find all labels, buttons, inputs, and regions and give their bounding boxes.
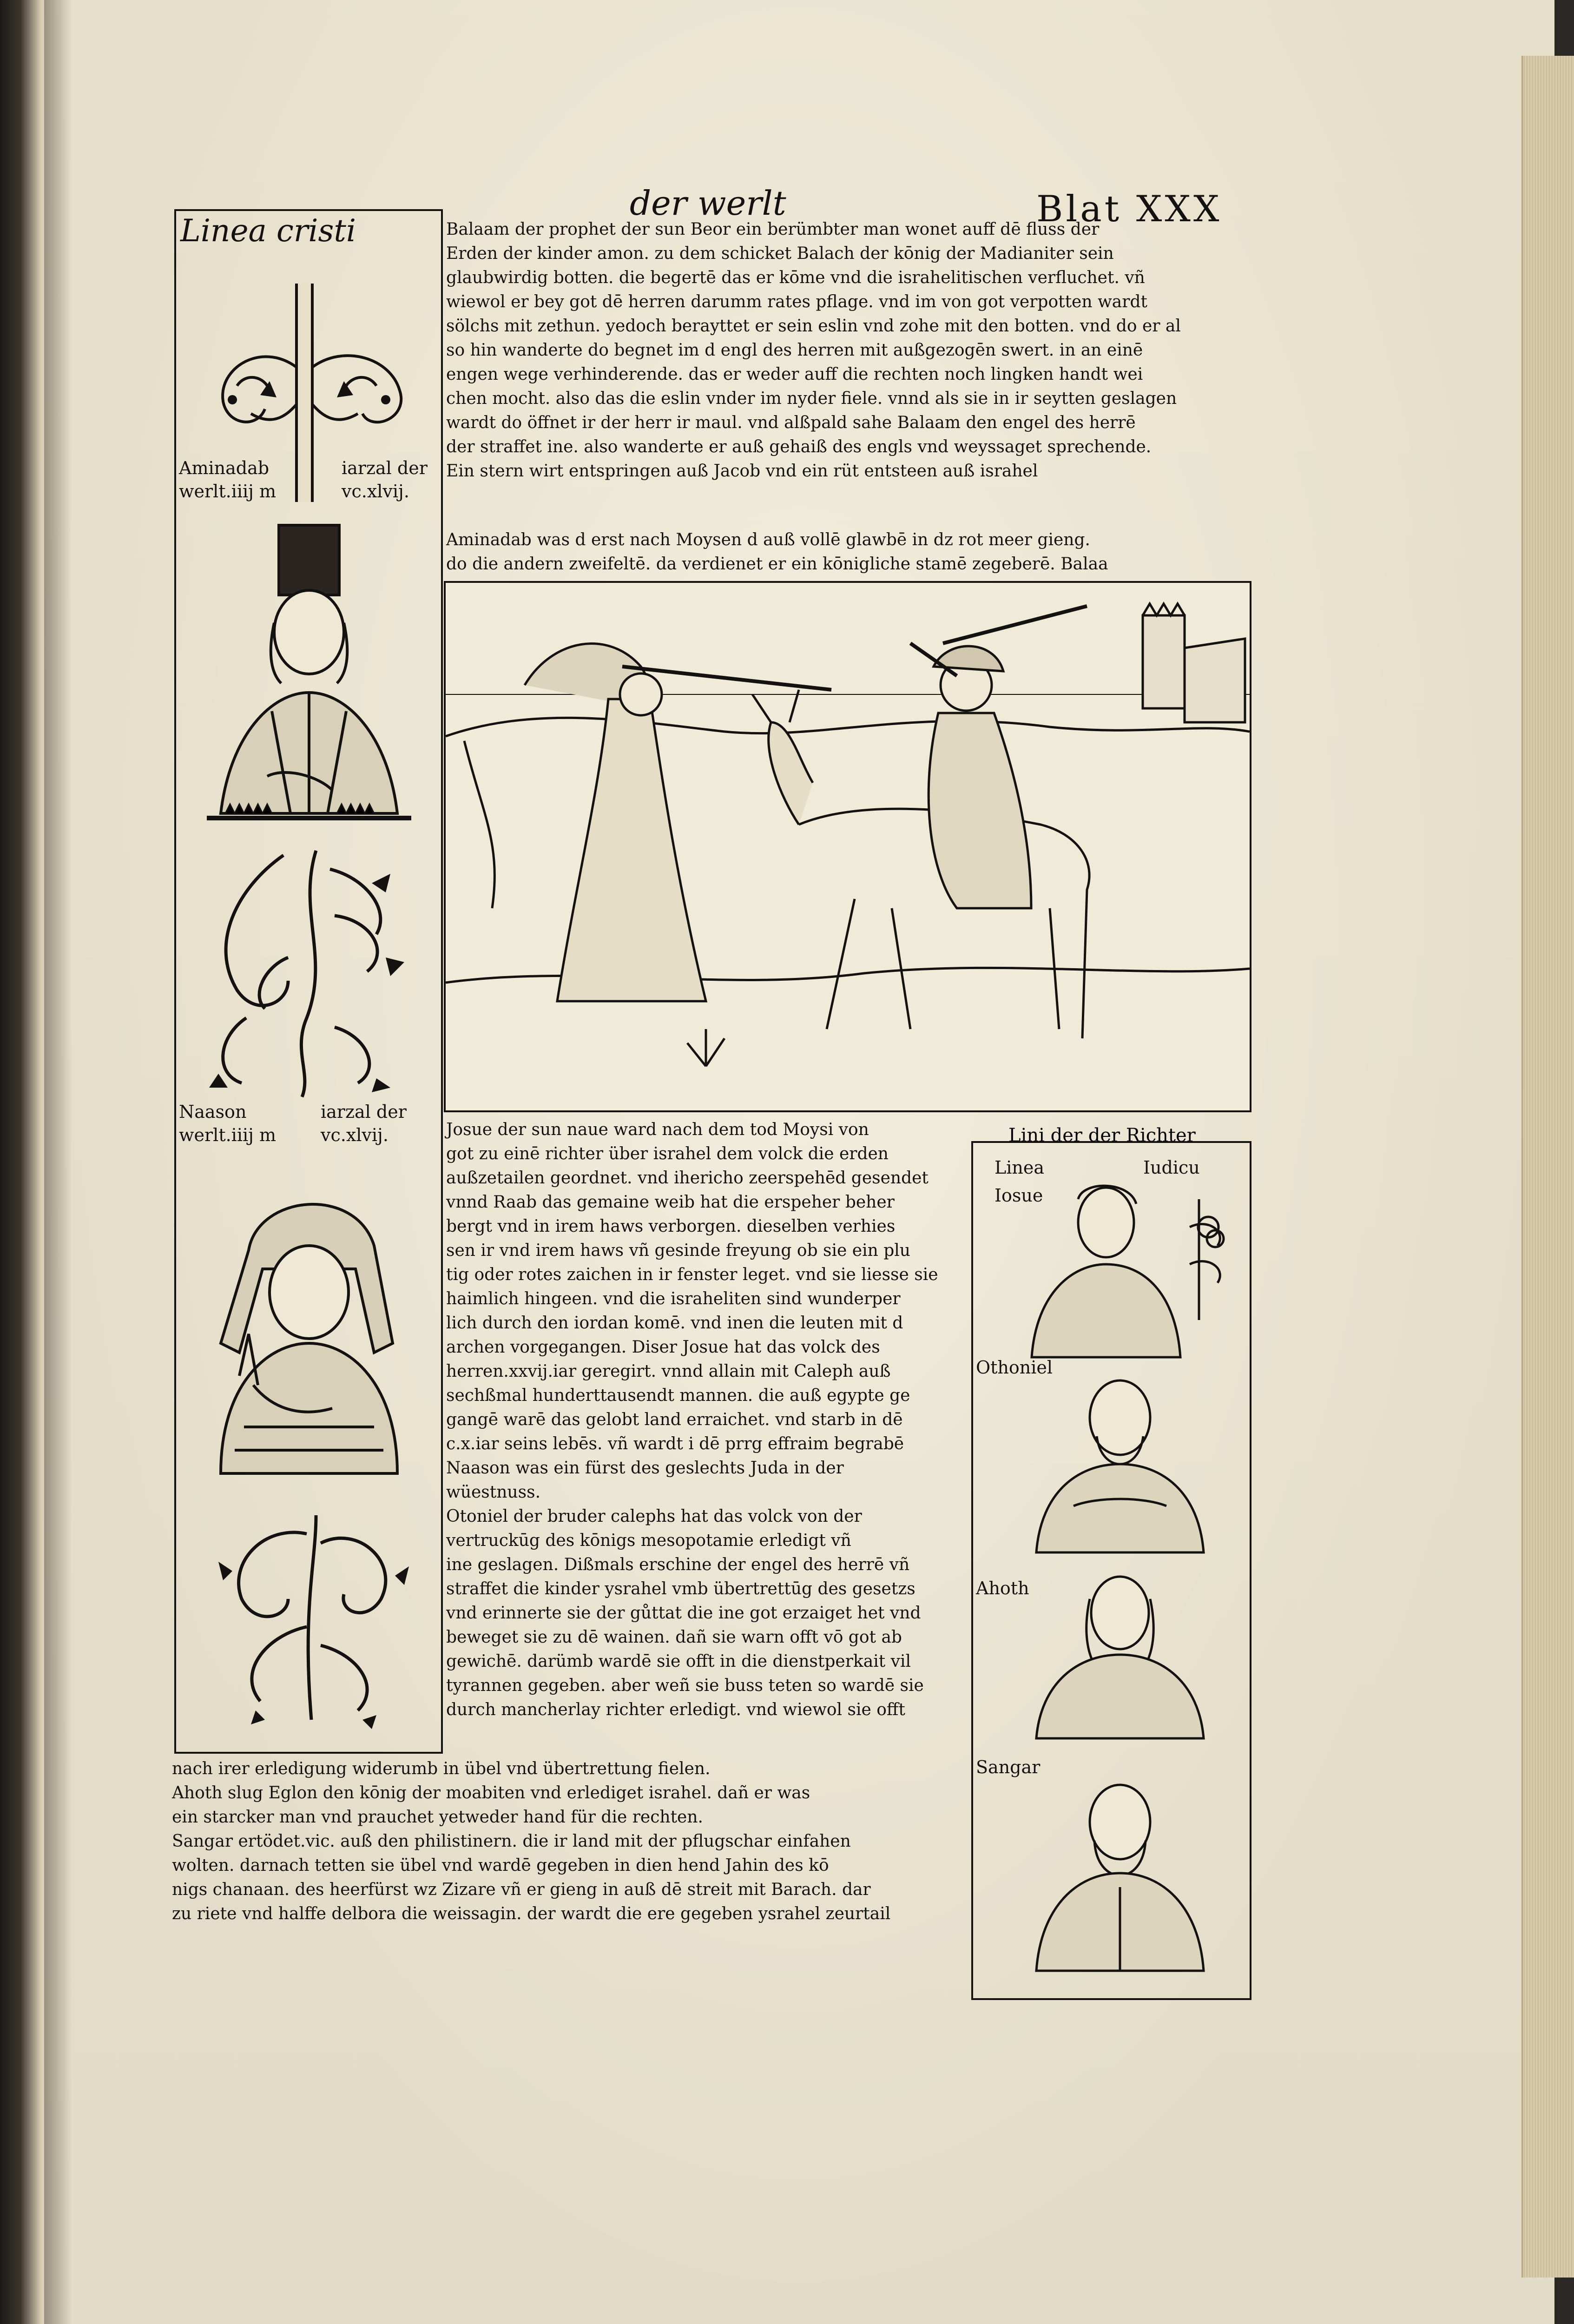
aminadab-span-label-1: iarzal der	[342, 458, 428, 478]
josue-line: außzetailen geordnet. vnd ihericho zeerspehēd gesendet	[446, 1169, 929, 1188]
gutter-shadow	[44, 0, 72, 2324]
josue-line: sen ir vnd irem haws vñ gesinde freyung ob sie ein plu	[446, 1241, 910, 1260]
ahoth-portrait	[1004, 1562, 1236, 1748]
josue-line: tig oder rotes zaichen in ir fenster leget. vnd sie liesse sie	[446, 1265, 938, 1284]
vine-ornament-middle	[181, 841, 437, 1102]
aminadab-year-label: werlt.iiij m	[179, 481, 277, 502]
vine-ornament-bottom	[181, 1506, 437, 1729]
balaam-line: der straffet ine. also wanderte er auß gehaiß des engls vnd weyssaget sprechende.	[446, 437, 1152, 456]
josue-line: lich durch den iordan komē. vnd inen die leuten mit d	[446, 1314, 903, 1333]
josue-portrait	[1004, 1171, 1236, 1367]
bottom-line: nigs chanaan. des heerfürst wz Zizare vñ er gieng in auß dē streit mit Barach. dar	[172, 1880, 871, 1899]
balaam-line: so hin wanderte do begnet im d engl des herren mit außgezogēn swert. in an einē	[446, 341, 1143, 360]
running-title: der werlt	[630, 184, 786, 223]
josue-line: archen vorgegangen. Diser Josue hat das volck des	[446, 1338, 880, 1357]
folio-number: Blat XXX	[1036, 188, 1222, 230]
page-stack-edge	[1521, 56, 1574, 2278]
sangar-label: Sangar	[976, 1757, 1041, 1777]
iudicu-label: Iudicu	[1143, 1157, 1200, 1178]
othoniel-label: Othoniel	[976, 1357, 1053, 1378]
othoniel-line: tyrannen gegeben. aber weñ sie buss teten so wardē sie	[446, 1676, 924, 1695]
bottom-line: wolten. darnach tetten sie übel vnd wardē gegeben in dien hend Jahin des kō	[172, 1856, 829, 1875]
balaam-line: Ein stern wirt entspringen auß Jacob vnd ein rüt entsteen auß israhel	[446, 462, 1038, 481]
josue-line: c.x.iar seins lebēs. vñ wardt i dē prrg effraim begrabē	[446, 1434, 904, 1453]
josue-line: sechßmal hunderttausendt mannen. die auß egypte ge	[446, 1386, 910, 1405]
aminadab-line: Aminadab was d erst nach Moysen d auß vollē glawbē in dz rot meer gieng.	[446, 530, 1090, 549]
aminadab-span-label-2: vc.xlvij.	[342, 481, 409, 502]
bottom-line: ein starcker man vnd prauchet yetweder hand für die rechten.	[172, 1808, 703, 1827]
josue-line: haimlich hingeen. vnd die israheliten sind wunderper	[446, 1289, 901, 1308]
aminadab-paragraph	[446, 528, 1255, 576]
judges-lineage-caption: Lini der der Richter	[1008, 1125, 1196, 1146]
aminadab-name-label: Aminadab	[179, 458, 270, 478]
naason-portrait	[179, 1167, 439, 1492]
linea-label: Linea	[994, 1157, 1045, 1178]
josue-line: Josue der sun naue ward nach dem tod Moysi von	[446, 1120, 869, 1139]
balaam-woodcut-illustration	[444, 581, 1251, 1112]
bottom-line: Sangar ertödet.vic. auß den philistinern. die ir land mit der pflugschar einfahen	[172, 1832, 851, 1851]
lineage-column-title: Linea cristi	[180, 213, 356, 249]
balaam-line: wardt do öffnet ir der herr ir maul. vnd alßpald sahe Balaam den engel des herrē	[446, 413, 1136, 432]
josue-line: vnnd Raab das gemaine weib hat die erspeher beher	[446, 1193, 895, 1212]
othoniel-line: ine geslagen. Dißmals erschine der engel des herrē vñ	[446, 1555, 910, 1574]
balaam-line: engen wege verhinderende. das er weder auff die rechten noch lingken handt wei	[446, 365, 1143, 384]
balaam-line: Erden der kinder amon. zu dem schicket Balach der kōnig der Madianiter sein	[446, 244, 1114, 263]
bottom-line: nach irer erledigung widerumb in übel vnd übertrettung fielen.	[172, 1759, 711, 1778]
naason-year-label: werlt.iiij m	[179, 1125, 277, 1145]
ahoth-sangar-paragraph	[172, 1757, 981, 1926]
josue-line: gangē warē das gelobt land erraichet. vnd starb in dē	[446, 1410, 903, 1429]
naason-line: Naason was ein fürst des geslechts Juda in der	[446, 1459, 844, 1478]
sangar-portrait	[1004, 1766, 1236, 1980]
othoniel-line: Otoniel der bruder calephs hat das volck von der	[446, 1507, 862, 1526]
othoniel-line: straffet die kinder ysrahel vmb übertrettūg des gesetzs	[446, 1579, 915, 1598]
judges-text-column	[446, 1118, 976, 1722]
balaam-line: Balaam der prophet der sun Beor ein berümbter man wonet auff dē fluss der	[446, 220, 1100, 239]
othoniel-portrait	[1004, 1367, 1236, 1562]
balaam-line: glaubwirdig botten. die begertē das er kōme vnd die israhelitischen verfluchet. vñ	[446, 268, 1145, 287]
othoniel-line: durch mancherlay richter erledigt. vnd wiewol sie offt	[446, 1700, 905, 1719]
bottom-line: zu riete vnd halffe delbora die weissagin. der wardt die ere gegeben ysrahel zeurtail	[172, 1904, 891, 1923]
ahoth-label: Ahoth	[976, 1578, 1029, 1598]
othoniel-line: beweget sie zu dē wainen. dañ sie warn offt vō got ab	[446, 1628, 902, 1647]
josue-line: bergt vnd in irem haws verborgen. dieselben verhies	[446, 1217, 896, 1236]
iosue-label: Iosue	[994, 1185, 1043, 1206]
aminadab-line: do die andern zweifeltē. da verdienet er ein kōnigliche stamē zegeberē. Balaa	[446, 555, 1108, 574]
naason-name-label: Naason	[179, 1102, 247, 1122]
naason-span-label-1: iarzal der	[321, 1102, 407, 1122]
josue-line: got zu einē richter über israhel dem volck die erden	[446, 1144, 889, 1163]
balaam-paragraph	[446, 218, 1255, 483]
aminadab-portrait	[179, 516, 439, 841]
othoniel-line: vertruckūg des kōnigs mesopotamie erledigt vñ	[446, 1531, 851, 1550]
othoniel-line: vnd erinnerte sie der gůttat die ine got erzaiget het vnd	[446, 1604, 921, 1623]
naason-span-label-2: vc.xlvij.	[321, 1125, 389, 1145]
balaam-line: chen mocht. also das die eslin vnder im nyder fiele. vnnd als sie in ir seytten geslagen	[446, 389, 1177, 408]
josue-line: herren.xxvij.iar geregirt. vnnd allain mit Caleph auß	[446, 1362, 891, 1381]
bottom-line: Ahoth slug Eglon den kōnig der moabiten vnd erlediget israhel. dañ er was	[172, 1783, 810, 1802]
facing-page-edge	[0, 0, 51, 2324]
balaam-line: wiewol er bey got dē herren darumm rates pflage. vnd im von got verpotten wardt	[446, 292, 1147, 311]
naason-line: wüestnuss.	[446, 1483, 541, 1502]
othoniel-line: gewichē. darümb wardē sie offt in die dienstperkait vil	[446, 1652, 911, 1671]
balaam-line: sölchs mit zethun. yedoch berayttet er sein eslin vnd zohe mit den botten. vnd do er al	[446, 317, 1181, 336]
